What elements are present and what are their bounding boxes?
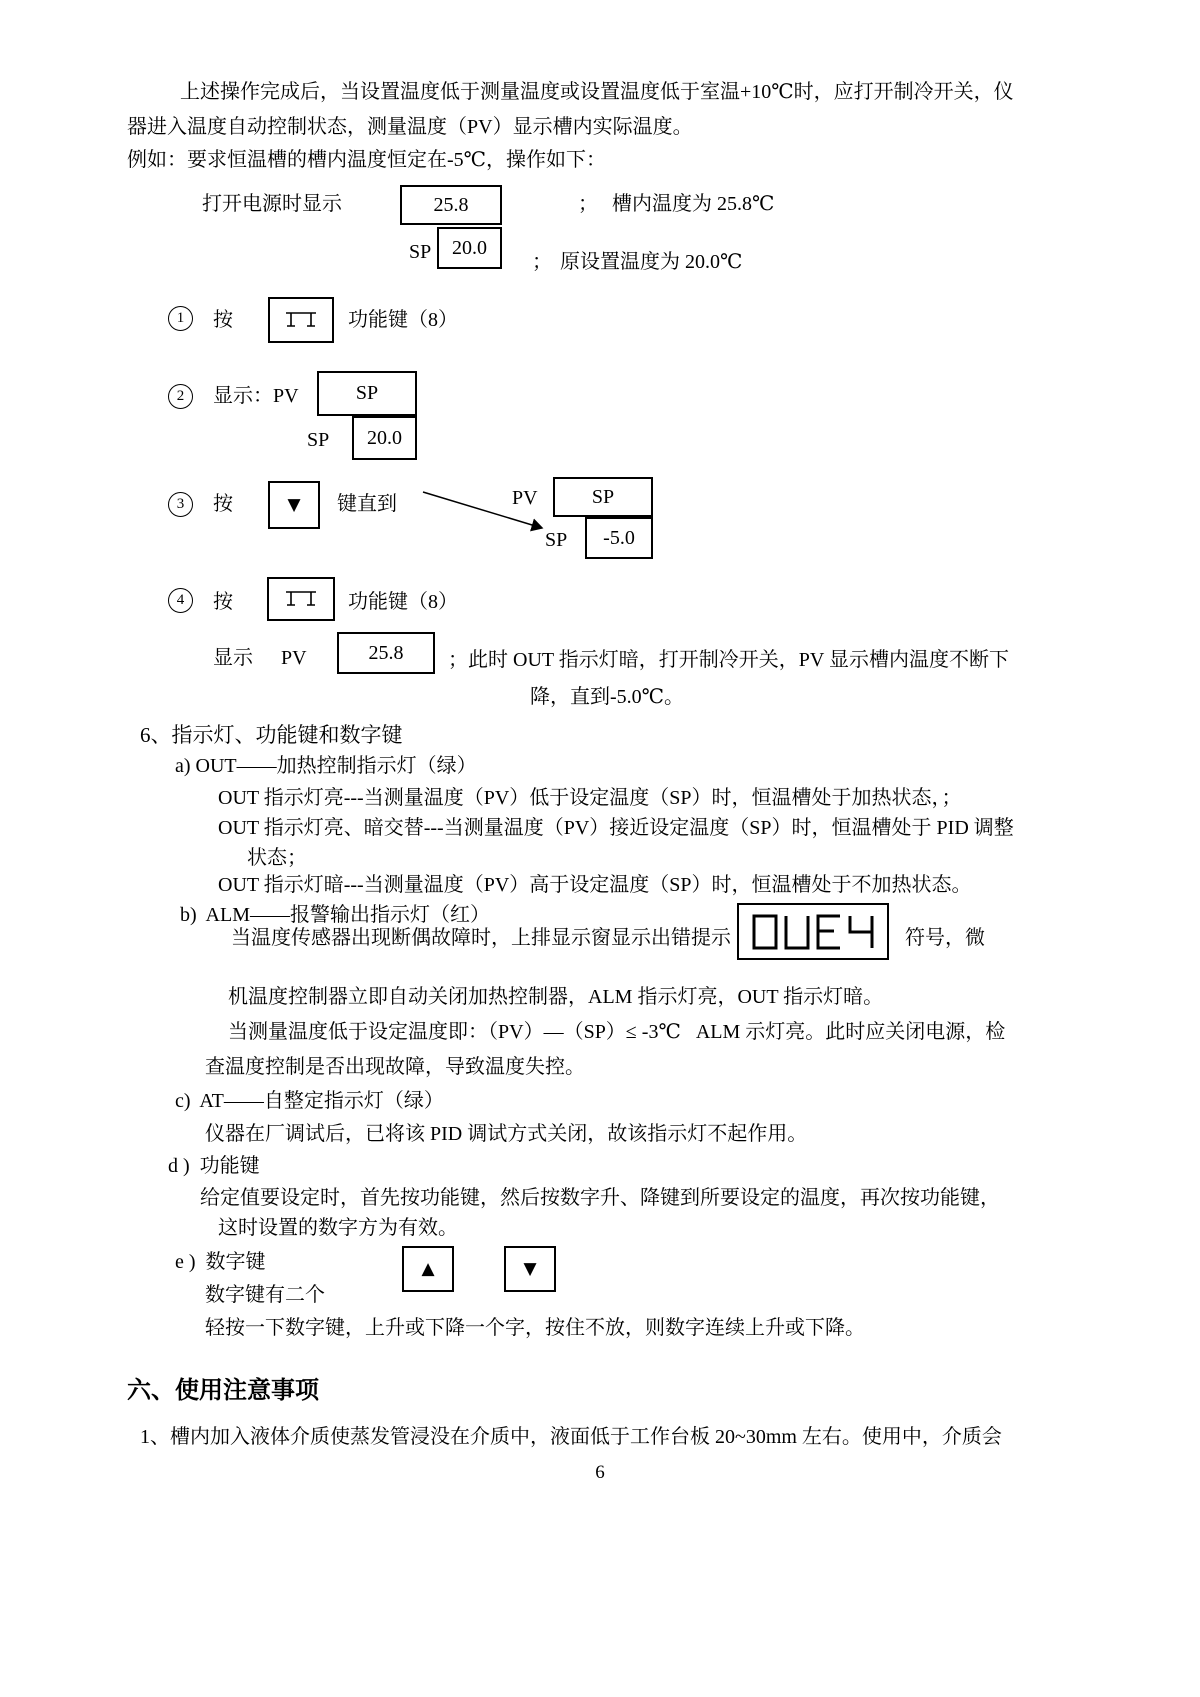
intro-line-1: 上述操作完成后，当设置温度低于测量温度或设置温度低于室温+10℃时，应打开制冷开关，仪 xyxy=(180,81,1014,103)
intro-line-2: 器进入温度自动控制状态，测量温度（PV）显示槽内实际温度。 xyxy=(127,116,693,138)
item-b-line-1-post: 符号，微 xyxy=(905,927,985,949)
item-b-title: b) ALM——报警输出指示灯（红） xyxy=(180,904,490,926)
result-text-2: 降，直到-5.0℃。 xyxy=(530,686,685,708)
item-d-line-2: 这时设置的数字方为有效。 xyxy=(218,1217,458,1239)
sp-display-value: 20.0 xyxy=(452,236,487,259)
item-a-line-1: OUT 指示灯亮---当测量温度（PV）低于设定温度（SP）时，恒温槽处于加热状态，； xyxy=(218,787,962,809)
step3-number: 3 xyxy=(168,492,193,517)
item-c-line-1: 仪器在厂调试后，已将该 PID 调试方式关闭，故该指示灯不起作用。 xyxy=(205,1123,808,1145)
step2-sp-label: SP xyxy=(307,429,330,451)
power-on-label: 打开电源时显示 xyxy=(202,193,342,215)
sp-note: 原设置温度为 20.0℃ xyxy=(560,251,743,273)
step3-pv-label: PV xyxy=(512,487,538,509)
section7-heading: 六、使用注意事项 xyxy=(127,1378,319,1404)
item-a-line-3: 状态； xyxy=(247,847,307,869)
step3-pv-value: SP xyxy=(591,485,615,508)
step4-press-label: 按 xyxy=(213,591,233,613)
down-key-box xyxy=(268,481,320,529)
up-arrow-icon: ▲ xyxy=(421,1259,435,1279)
section7-line-1: 1、槽内加入液体介质使蒸发管浸没在介质中，液面低于工作台板 20~30mm 左右。使用中，介质会 xyxy=(140,1426,1002,1448)
up-key-box xyxy=(402,1246,454,1292)
step1-number: 1 xyxy=(168,306,193,331)
pv-note: 槽内温度为 25.8℃ xyxy=(612,193,775,215)
section6-heading: 6、指示灯、功能键和数字键 xyxy=(140,723,403,747)
step4-key-name: 功能键（8） xyxy=(348,591,458,613)
step2-pv-value: SP xyxy=(355,382,379,404)
item-a-line-4: OUT 指示灯暗---当测量温度（PV）高于设定温度（SP）时，恒温槽处于不加热状态。 xyxy=(218,874,972,896)
step2-sp-value: 20.0 xyxy=(367,426,402,449)
item-b-line-1-pre: 当温度传感器出现断偶故障时，上排显示窗显示出错提示 xyxy=(231,927,731,949)
sp-display-box xyxy=(437,227,502,269)
separator-1: ； xyxy=(578,193,598,215)
down-key-box-2 xyxy=(504,1246,556,1292)
page-number: 6 xyxy=(595,1462,605,1483)
step3-sp-box xyxy=(585,517,653,559)
item-a-title: a) OUT——加热控制指示灯（绿） xyxy=(175,755,477,777)
separator-2: ； xyxy=(532,251,552,273)
function-key-box-2 xyxy=(267,577,335,621)
function-key-icon xyxy=(283,310,319,330)
step2-pv-box xyxy=(317,371,417,416)
result-text-1: ；此时 OUT 指示灯暗，打开制冷开关，PV 显示槽内温度不断下 xyxy=(448,649,1009,671)
item-a-line-2: OUT 指示灯亮、暗交替---当测量温度（PV）接近设定温度（SP）时，恒温槽处于 PID 调整 xyxy=(218,817,1014,839)
step3-sp-label: SP xyxy=(545,529,568,551)
result-prefix: 显示 xyxy=(213,647,253,669)
error-code-display xyxy=(748,910,878,954)
item-c-title: c) AT——自整定指示灯（绿） xyxy=(175,1090,444,1112)
down-arrow-icon: ▼ xyxy=(287,495,301,515)
function-key-box xyxy=(268,297,334,343)
pv-display-box xyxy=(400,185,502,225)
item-d-line-1: 给定值要设定时，首先按功能键，然后按数字升、降键到所要设定的温度，再次按功能键， xyxy=(200,1187,1000,1209)
step2-number: 2 xyxy=(168,384,193,409)
example-line: 例如：要求恒温槽的槽内温度恒定在-5℃，操作如下： xyxy=(127,149,607,171)
item-b-line-4: 查温度控制是否出现故障，导致温度失控。 xyxy=(205,1056,585,1078)
item-b-line-3: 当测量温度低于设定温度即：（PV）—（SP）≤ -3℃ ALM 示灯亮。此时应关闭电源，检 xyxy=(228,1021,1006,1043)
item-e-title: e ) 数字键 xyxy=(175,1251,266,1273)
item-e-line-1: 数字键有二个 xyxy=(205,1284,325,1306)
pointer-arrow xyxy=(420,486,560,538)
step2-prefix: 显示：PV xyxy=(213,385,299,407)
step3-sp-value: -5.0 xyxy=(603,526,635,549)
result-pv-label: PV xyxy=(281,647,307,669)
sp-label: SP xyxy=(409,241,432,263)
result-pv-value: 25.8 xyxy=(368,641,404,664)
function-key-icon xyxy=(283,589,319,609)
step2-sp-box xyxy=(352,416,417,460)
step3-pv-box xyxy=(553,477,653,517)
item-d-title: d ) 功能键 xyxy=(168,1155,260,1177)
pv-display-value: 25.8 xyxy=(433,193,469,216)
step3-until-label: 键直到 xyxy=(337,493,397,515)
step4-number: 4 xyxy=(168,588,193,613)
result-pv-box xyxy=(337,632,435,674)
item-e-line-2: 轻按一下数字键，上升或下降一个字，按住不放，则数字连续上升或下降。 xyxy=(205,1317,865,1339)
down-arrow-icon: ▼ xyxy=(523,1259,537,1279)
step3-press-label: 按 xyxy=(213,493,233,515)
step1-press-label: 按 xyxy=(213,309,233,331)
step1-key-name: 功能键（8） xyxy=(348,309,458,331)
error-display-box xyxy=(737,903,889,960)
item-b-line-2: 机温度控制器立即自动关闭加热控制器，ALM 指示灯亮，OUT 指示灯暗。 xyxy=(228,986,884,1008)
